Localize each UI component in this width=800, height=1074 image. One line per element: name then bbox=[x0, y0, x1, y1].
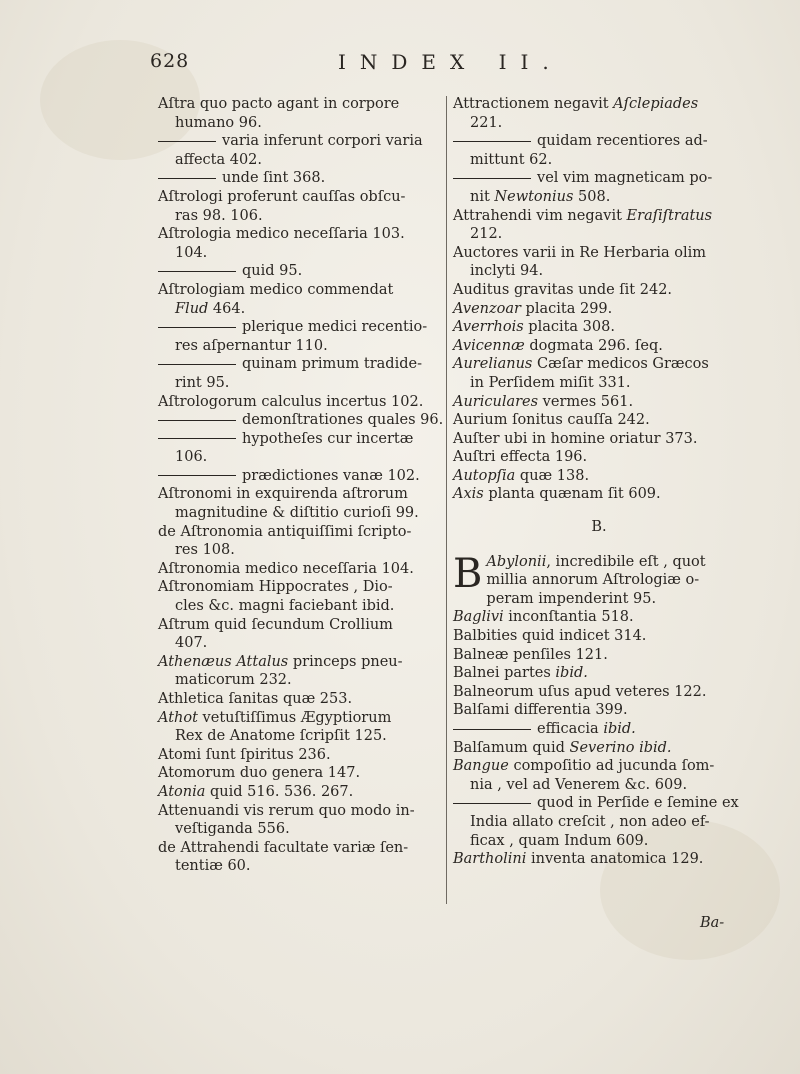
entry-text: vetuſtiſſimus Ægyptiorum bbox=[197, 709, 392, 726]
entry-text: Attractionem negavit bbox=[453, 96, 614, 112]
italic-name: Baglivi bbox=[453, 609, 504, 626]
index-entry bbox=[453, 300, 745, 319]
entry-text: vermes 561. bbox=[538, 393, 634, 410]
index-subentry bbox=[453, 720, 745, 739]
index-entry-continuation: 221. bbox=[470, 114, 503, 131]
index-entry bbox=[453, 850, 745, 869]
index-entry-continuation: inclyti 94. bbox=[470, 263, 544, 280]
index-entry bbox=[453, 664, 745, 683]
index-entry: Aſtronomia medico neceſſaria 104. bbox=[158, 560, 414, 577]
index-subentry bbox=[158, 169, 443, 188]
index-entry: Aſtronomiam Hippocrates , Dio- bbox=[158, 579, 393, 596]
italic-name: Bartholini bbox=[453, 851, 527, 868]
page-header bbox=[150, 50, 600, 80]
ditto-dash bbox=[453, 729, 531, 730]
index-entry-continuation: maticorum 232. bbox=[175, 672, 292, 689]
index-subentry bbox=[158, 132, 443, 151]
ditto-dash bbox=[158, 475, 236, 476]
index-entry: Attenuandi vis rerum quo modo in- bbox=[158, 802, 415, 819]
italic-name: Avicennæ bbox=[453, 337, 525, 354]
entry-text: inconſtantia 518. bbox=[503, 609, 634, 626]
index-entry: Aſtrologia medico neceſſaria 103. bbox=[158, 226, 405, 243]
index-entry: Balneæ penſiles 121. bbox=[453, 646, 608, 663]
column-divider bbox=[446, 96, 447, 904]
index-subentry bbox=[158, 262, 443, 281]
index-entry bbox=[453, 355, 745, 374]
entry-text: quinam primum tradide- bbox=[242, 356, 422, 373]
italic-name: Abylonii bbox=[486, 553, 547, 570]
index-entry-continuation: rint 95. bbox=[175, 374, 230, 391]
entry-text: planta quænam ſit 609. bbox=[483, 486, 661, 503]
index-entry-continuation: 104. bbox=[175, 244, 208, 261]
index-entry-continuation: 212. bbox=[470, 226, 503, 243]
index-entry-continuation: India allato creſcit , non adeo ef- bbox=[470, 813, 710, 830]
entry-text: varia inferunt corpori varia bbox=[222, 133, 423, 150]
entry-text: Cæſar medicos Græcos bbox=[532, 356, 709, 373]
index-entry: de Attrahendi facultate variæ ſen- bbox=[158, 839, 409, 856]
entry-text: placita 308. bbox=[523, 319, 615, 336]
index-entry bbox=[453, 739, 745, 758]
index-entry-continuation: ficax , quam Indum 609. bbox=[470, 832, 649, 849]
entry-text: inventa anatomica 129. bbox=[526, 851, 704, 868]
index-entry: Atomorum duo genera 147. bbox=[158, 765, 361, 782]
ditto-dash bbox=[158, 327, 236, 328]
index-entry-continuation: millia annorum Aſtrologiæ o- bbox=[486, 572, 700, 589]
entry-text: Balſamum quid bbox=[453, 739, 570, 756]
index-entry: Aſtrologiam medico commendat bbox=[158, 281, 394, 298]
index-entry bbox=[158, 709, 443, 728]
index-entry-continuation: Rex de Anatome ſcripſit 125. bbox=[175, 728, 387, 745]
entry-text: dogmata 296. ſeq. bbox=[524, 337, 663, 354]
ditto-dash bbox=[158, 141, 216, 142]
index-entry: Aſtrum quid ſecundum Crollium bbox=[158, 616, 393, 633]
index-entry-continuation: peram impenderint 95. bbox=[486, 590, 657, 607]
index-entry bbox=[158, 653, 443, 672]
index-entry-continuation: cles &c. magni faciebant ibid. bbox=[175, 598, 395, 615]
ditto-dash bbox=[453, 803, 531, 804]
index-entry bbox=[453, 207, 745, 226]
index-entry: Balſami differentia 399. bbox=[453, 702, 628, 719]
index-entry: Balbities quid indicet 314. bbox=[453, 628, 647, 645]
index-entry-continuation bbox=[158, 300, 443, 319]
running-title: INDEX II. bbox=[338, 50, 563, 74]
entry-text: quid 516. 536. 267. bbox=[205, 783, 354, 800]
index-entry: Aſtrologi proferunt cauſſas obſcu- bbox=[158, 188, 406, 205]
italic-name: Severino ibid. bbox=[569, 739, 672, 756]
entry-text: quid 95. bbox=[242, 263, 303, 280]
index-entry-continuation: nia , vel ad Venerem &c. 609. bbox=[470, 776, 688, 793]
entry-text: compoſitio ad jucunda ſom- bbox=[508, 758, 715, 775]
index-entry-continuation: tentiæ 60. bbox=[175, 858, 251, 875]
section-heading: B. bbox=[591, 519, 607, 536]
index-subentry bbox=[158, 430, 443, 449]
index-entry: Auditus gravitas unde ſit 242. bbox=[453, 281, 673, 298]
entry-text: nit bbox=[470, 188, 495, 205]
index-entry-continuation: affecta 402. bbox=[175, 151, 263, 168]
index-entry-continuation bbox=[453, 188, 745, 207]
index-subentry bbox=[158, 318, 443, 337]
italic-name: Flud bbox=[175, 300, 209, 317]
index-subentry bbox=[453, 169, 745, 188]
index-entry-continuation: magnitudine & diſtitio curioſi 99. bbox=[175, 505, 419, 522]
index-entry-continuation: veſtiganda 556. bbox=[175, 821, 290, 838]
index-entry bbox=[453, 467, 745, 486]
drop-cap: B bbox=[453, 550, 483, 597]
entry-text: , incredibile eſt , quot bbox=[546, 553, 706, 570]
index-entry bbox=[453, 608, 745, 627]
entry-text: Balnei partes bbox=[453, 665, 556, 682]
index-entry: Athletica ſanitas quæ 253. bbox=[158, 691, 353, 707]
italic-name: Avenzoar bbox=[453, 300, 521, 317]
entry-text: 508. bbox=[573, 188, 611, 205]
index-column-left bbox=[158, 95, 443, 876]
index-entry: Balneorum uſus apud veteres 122. bbox=[453, 683, 707, 700]
entry-text: princeps pneu- bbox=[288, 653, 403, 670]
index-entry bbox=[453, 337, 745, 356]
index-entry: Aſtrologorum calculus incertus 102. bbox=[158, 393, 424, 410]
entry-text: placita 299. bbox=[520, 300, 613, 317]
entry-text: efficacia bbox=[537, 721, 604, 737]
index-entry: Aurium ſonitus cauſſa 242. bbox=[453, 412, 650, 429]
index-entry: Aſtronomi in exquirenda aſtrorum bbox=[158, 486, 408, 503]
index-entry bbox=[453, 95, 745, 114]
index-subentry bbox=[453, 794, 745, 813]
italic-name: Athenæus Attalus bbox=[158, 653, 289, 670]
index-entry: Aſtra quo pacto agant in corpore bbox=[158, 96, 400, 112]
index-entry: de Aſtronomia antiquiſſimi ſcripto- bbox=[158, 523, 412, 540]
ditto-dash bbox=[158, 420, 236, 421]
italic-name: Aſclepiades bbox=[613, 96, 699, 112]
index-entry-continuation: mittunt 62. bbox=[470, 151, 553, 168]
index-entry bbox=[453, 757, 745, 776]
index-subentry bbox=[453, 132, 745, 151]
index-subentry bbox=[158, 355, 443, 374]
index-entry-continuation: in Perſidem miſit 331. bbox=[470, 374, 631, 391]
index-entry: Atomi ſunt ſpiritus 236. bbox=[158, 746, 331, 763]
index-entry-continuation: res 108. bbox=[175, 542, 235, 559]
italic-name: Averrhois bbox=[453, 319, 524, 336]
ditto-dash bbox=[158, 178, 216, 179]
ditto-dash bbox=[453, 141, 531, 142]
italic-name: Autopſia bbox=[453, 467, 516, 484]
ditto-dash bbox=[453, 178, 531, 179]
italic-name: Newtonius bbox=[494, 188, 574, 205]
index-entry bbox=[158, 783, 443, 802]
italic-name: Bangue bbox=[453, 758, 509, 775]
index-entry bbox=[453, 318, 745, 337]
entry-text: quidam recentiores ad- bbox=[537, 133, 708, 150]
index-entry-continuation: humano 96. bbox=[175, 114, 262, 131]
ditto-dash bbox=[158, 438, 236, 439]
italic-name: Athot bbox=[158, 709, 198, 726]
index-subentry bbox=[158, 411, 443, 430]
entry-text: demonſtrationes quales 96. bbox=[242, 412, 444, 429]
italic-name: Aurelianus bbox=[453, 356, 533, 373]
index-entry-continuation: 407. bbox=[175, 635, 208, 652]
entry-text: unde ſint 368. bbox=[222, 170, 326, 187]
entry-text: quæ 138. bbox=[515, 467, 590, 484]
catchword: Ba- bbox=[700, 915, 725, 931]
italic-name: Eraſiſtratus bbox=[626, 207, 713, 224]
page-number: 628 bbox=[150, 50, 190, 72]
ditto-dash bbox=[158, 364, 236, 365]
index-entry: Auſter ubi in homine oriatur 373. bbox=[453, 430, 698, 447]
index-entry-continuation: res aſpernantur 110. bbox=[175, 337, 328, 354]
entry-text: vel vim magneticam po- bbox=[537, 170, 713, 187]
italic-name: Atonia bbox=[158, 783, 206, 800]
italic-name: ibid. bbox=[603, 721, 636, 737]
italic-name: ibid. bbox=[555, 665, 588, 682]
index-entry-continuation: 106. bbox=[175, 449, 208, 466]
entry-text: quod in Perſide e ſemine ex bbox=[537, 795, 739, 812]
index-entry bbox=[453, 485, 745, 504]
entry-text: Attrahendi vim negavit bbox=[453, 207, 627, 224]
italic-name: Auriculares bbox=[453, 393, 539, 410]
index-subentry bbox=[158, 467, 443, 486]
entry-text: 464. bbox=[208, 300, 246, 317]
entry-text: hypotheſes cur incertæ bbox=[242, 430, 414, 447]
ditto-dash bbox=[158, 271, 236, 272]
index-entry bbox=[453, 393, 745, 412]
index-entry: Auſtri effecta 196. bbox=[453, 449, 588, 466]
entry-text: prædictiones vanæ 102. bbox=[242, 467, 420, 484]
entry-text: plerique medici recentio- bbox=[242, 319, 428, 336]
index-column-right bbox=[453, 95, 745, 869]
index-entry: Auctores varii in Re Herbaria olim bbox=[453, 244, 707, 261]
index-entry-continuation: ras 98. 106. bbox=[175, 207, 263, 224]
italic-name: Axis bbox=[453, 486, 484, 503]
